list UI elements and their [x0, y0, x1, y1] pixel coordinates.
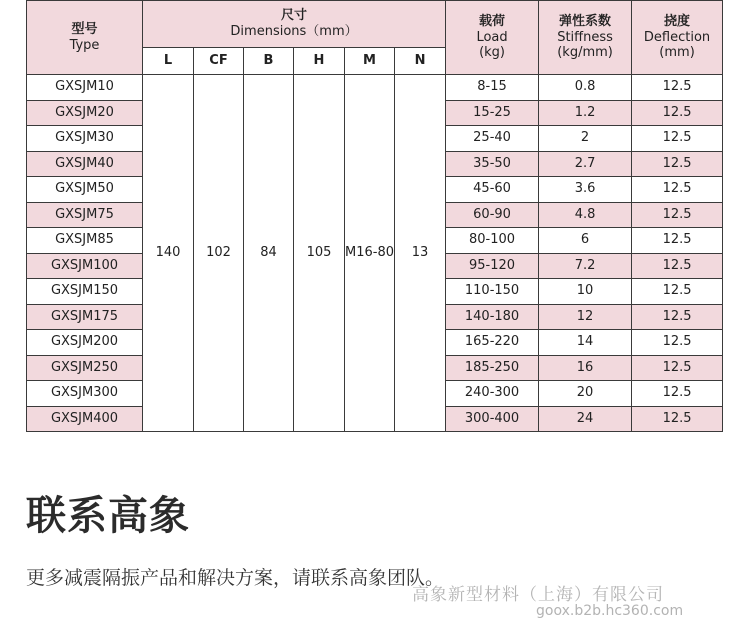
header-deflection: [632, 1, 723, 75]
header-defl-unit: (mm): [659, 45, 695, 61]
cell-load: 35-50: [446, 151, 539, 177]
header-stiffness: [539, 1, 632, 75]
header-stiff-unit: (kg/mm): [557, 45, 613, 61]
header-type-cn: 型号: [71, 21, 98, 37]
watermark-url: goox.b2b.hc360.com: [536, 603, 684, 619]
cell-deflection: 12.5: [632, 75, 723, 101]
header-stiff-en: Stiffness: [557, 29, 613, 45]
cell-type: GXSJM20: [27, 100, 143, 126]
cell-stiffness: 20: [539, 381, 632, 407]
cell-deflection: 12.5: [632, 253, 723, 279]
spec-table: [26, 0, 723, 432]
cell-dim-m: M16-80: [345, 75, 395, 432]
header-type: [27, 1, 143, 75]
cell-type: GXSJM300: [27, 381, 143, 407]
cell-deflection: 12.5: [632, 100, 723, 126]
cell-type: GXSJM175: [27, 304, 143, 330]
header-stiff-cn: 弹性系数: [559, 14, 612, 30]
cell-load: 300-400: [446, 406, 539, 432]
header-dim-b: B: [244, 48, 294, 75]
cell-stiffness: 2: [539, 126, 632, 152]
watermark-company: 高象新型材料（上海）有限公司: [412, 585, 664, 605]
cell-deflection: 12.5: [632, 330, 723, 356]
table-row: [27, 75, 723, 101]
cell-type: GXSJM100: [27, 253, 143, 279]
cell-deflection: 12.5: [632, 126, 723, 152]
contact-title: 联系高象: [26, 493, 190, 539]
header-load-unit: (kg): [479, 45, 506, 61]
cell-load: 165-220: [446, 330, 539, 356]
header-dim-m: M: [345, 48, 395, 75]
header-dim-n: N: [395, 48, 446, 75]
header-load: [446, 1, 539, 75]
cell-stiffness: 6: [539, 228, 632, 254]
header-defl-en: Deflection: [643, 29, 711, 45]
cell-load: 240-300: [446, 381, 539, 407]
cell-stiffness: 14: [539, 330, 632, 356]
cell-type: GXSJM30: [27, 126, 143, 152]
cell-stiffness: 4.8: [539, 202, 632, 228]
cell-stiffness: 2.7: [539, 151, 632, 177]
cell-stiffness: 0.8: [539, 75, 632, 101]
cell-type: GXSJM200: [27, 330, 143, 356]
header-dimensions: [143, 1, 446, 48]
cell-type: GXSJM85: [27, 228, 143, 254]
cell-dim-n: 13: [395, 75, 446, 432]
cell-type: GXSJM250: [27, 355, 143, 381]
cell-type: GXSJM10: [27, 75, 143, 101]
cell-stiffness: 7.2: [539, 253, 632, 279]
cell-load: 60-90: [446, 202, 539, 228]
cell-load: 15-25: [446, 100, 539, 126]
cell-stiffness: 1.2: [539, 100, 632, 126]
cell-dim-cf: 102: [194, 75, 244, 432]
cell-type: GXSJM40: [27, 151, 143, 177]
header-dim-h: H: [294, 48, 345, 75]
cell-deflection: 12.5: [632, 151, 723, 177]
cell-stiffness: 16: [539, 355, 632, 381]
header-size-en: Dimensions（mm）: [230, 24, 358, 39]
header-load-en: Load: [476, 29, 508, 45]
cell-load: 110-150: [446, 279, 539, 305]
cell-type: GXSJM150: [27, 279, 143, 305]
cell-load: 25-40: [446, 126, 539, 152]
cell-type: GXSJM50: [27, 177, 143, 203]
cell-stiffness: 3.6: [539, 177, 632, 203]
cell-deflection: 12.5: [632, 355, 723, 381]
cell-stiffness: 24: [539, 406, 632, 432]
cell-load: 185-250: [446, 355, 539, 381]
cell-deflection: 12.5: [632, 177, 723, 203]
cell-stiffness: 12: [539, 304, 632, 330]
header-load-cn: 载荷: [479, 14, 506, 30]
cell-dim-b: 84: [244, 75, 294, 432]
header-dim-l: L: [143, 48, 194, 75]
cell-type: GXSJM75: [27, 202, 143, 228]
cell-deflection: 12.5: [632, 304, 723, 330]
cell-dim-l: 140: [143, 75, 194, 432]
cell-deflection: 12.5: [632, 228, 723, 254]
header-size-cn: 尺寸: [281, 8, 308, 24]
cell-deflection: 12.5: [632, 406, 723, 432]
cell-load: 8-15: [446, 75, 539, 101]
header-defl-cn: 挠度: [664, 14, 691, 30]
cell-load: 95-120: [446, 253, 539, 279]
cell-load: 80-100: [446, 228, 539, 254]
contact-text: 更多减震隔振产品和解决方案，请联系高象团队。: [26, 567, 445, 589]
cell-type: GXSJM400: [27, 406, 143, 432]
table-body: [27, 75, 723, 432]
header-dim-cf: CF: [194, 48, 244, 75]
header-type-en: Type: [69, 37, 100, 53]
cell-load: 140-180: [446, 304, 539, 330]
cell-deflection: 12.5: [632, 381, 723, 407]
cell-deflection: 12.5: [632, 279, 723, 305]
cell-load: 45-60: [446, 177, 539, 203]
cell-stiffness: 10: [539, 279, 632, 305]
cell-dim-h: 105: [294, 75, 345, 432]
cell-deflection: 12.5: [632, 202, 723, 228]
